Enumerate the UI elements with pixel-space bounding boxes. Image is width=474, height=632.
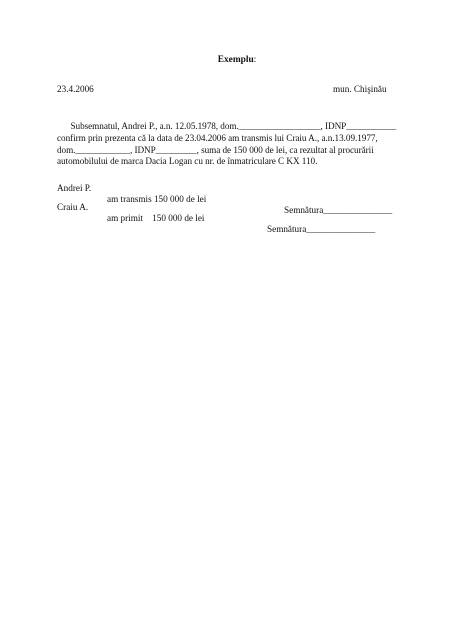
paragraph-line: Subsemnatul, Andrei P., a.n. 12.05.1978, dom.__________________, IDNP___________ [57,121,397,131]
row-signature: Semnătura_______________ [284,205,393,216]
paragraph-line: dom.____________, IDNP_________, suma de 150 000 de lei, ca rezultat al procurării [57,144,374,155]
row-signature: Semnătura_______________ [267,224,376,235]
title-suffix: : [253,55,257,65]
row-name: Andrei P. [57,183,92,194]
row-action: am primit 150 000 de lei [107,213,205,224]
paragraph-line: confirm prin prezenta că la data de 23.04.2006 am transmis lui Craiu A., a.n.13.09.1977, [57,132,378,143]
title-text: Exemplu [217,55,254,65]
document-title [0,55,474,66]
document-date: 23.4.2006 [57,84,94,94]
paragraph-line: automobilului de marca Dacia Logan cu nr. de înmatriculare C KX 110. [57,156,318,167]
document-place: mun. Chişinău [333,84,387,94]
row-name: Craiu A. [57,202,89,213]
body-paragraph [57,121,417,168]
row-action: am transmis 150 000 de lei [107,194,207,205]
